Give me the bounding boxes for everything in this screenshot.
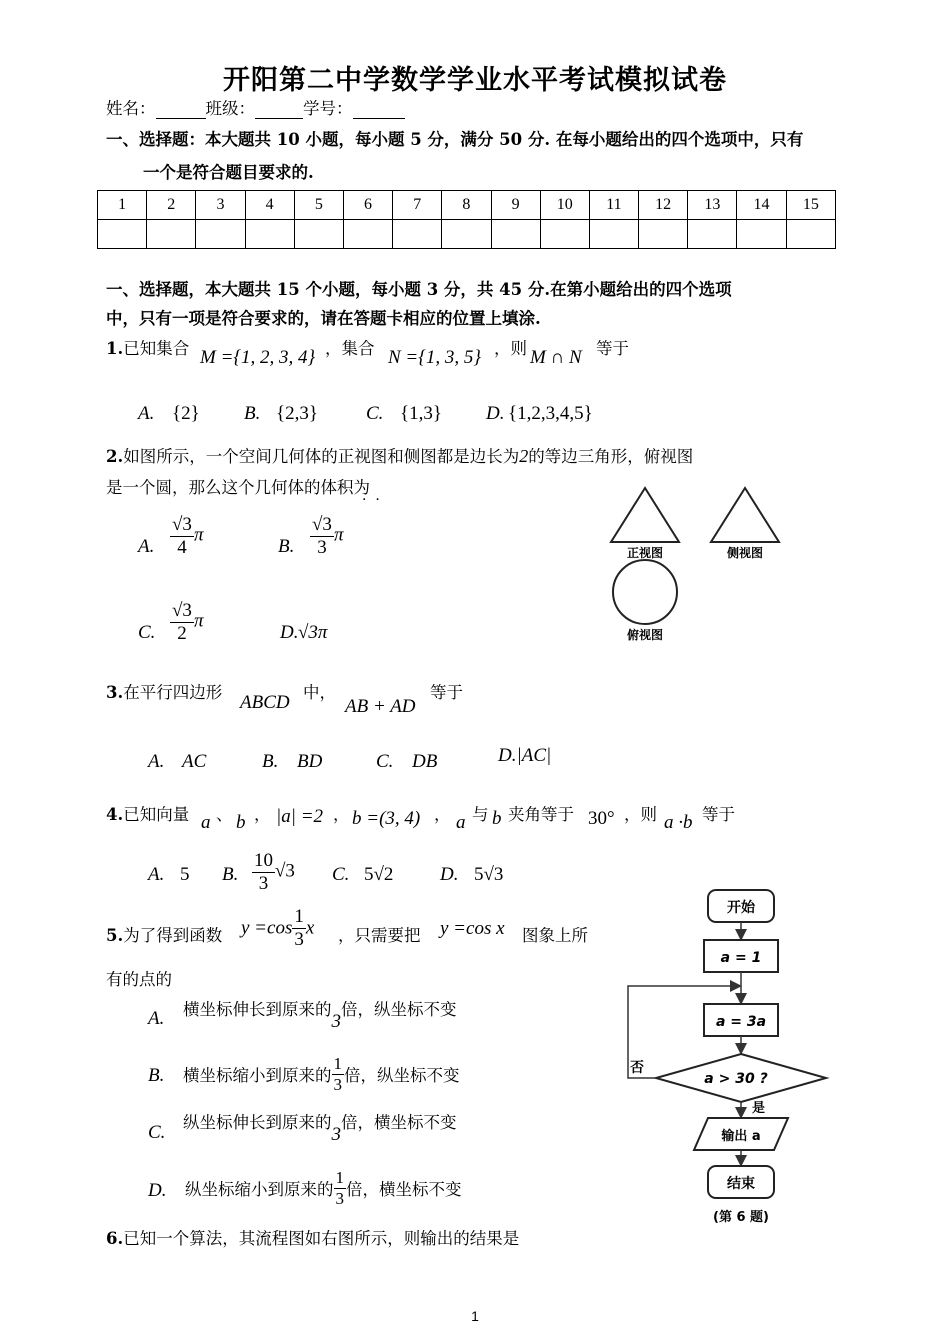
answer-table-blank-row (98, 220, 836, 249)
angle-value: 30° (588, 808, 615, 829)
answer-number: 12 (639, 191, 688, 220)
answer-cell[interactable] (343, 220, 392, 249)
frac-den: 3 (294, 928, 304, 950)
option-label: B. (148, 1065, 165, 1086)
question-number: 3. (106, 683, 124, 702)
class-blank (255, 102, 303, 119)
frac-den: 3 (333, 1074, 342, 1094)
frac-num: 10 (254, 850, 273, 871)
option-label: A. (138, 403, 155, 424)
q2-text: 如图所示，一个空间几何体的正视图和侧图都是边长为 (123, 447, 520, 466)
vector-a: a (201, 812, 211, 833)
answer-cell[interactable] (245, 220, 294, 249)
step-label: a = 3a (715, 1014, 767, 1030)
answer-number: 1 (98, 191, 147, 220)
yes-label: 是 (752, 1101, 766, 1116)
option-b[interactable]: {2,3} (276, 403, 318, 424)
q3-text: 中， (303, 683, 336, 702)
answer-number: 4 (245, 191, 294, 220)
three-views-figure (605, 484, 805, 648)
vector-b: b (492, 808, 502, 829)
norm-a: |a| =2 (276, 806, 324, 827)
vector-a: a (456, 812, 466, 833)
question-number: 2. (106, 447, 124, 466)
option-label: C. (332, 864, 350, 885)
frac-den: 2 (177, 622, 187, 644)
option-label: D. (440, 864, 459, 885)
answer-number: 8 (442, 191, 491, 220)
question-number: 6. (106, 1229, 124, 1248)
option-d[interactable] (498, 745, 551, 767)
frac-num: 1 (294, 906, 304, 927)
end-label: 结束 (727, 1176, 755, 1192)
option-text: 倍，横坐标不变 (341, 1113, 457, 1132)
flowchart-caption: (第 6 题) (713, 1210, 769, 1225)
id-label: 学号： (303, 99, 353, 118)
answer-cell[interactable] (491, 220, 540, 249)
answer-cell[interactable] (442, 220, 491, 249)
q5-text: 图象上所 (522, 926, 588, 945)
option-text: 横坐标缩小到原来的 (183, 1066, 332, 1086)
option-d[interactable]: {1,2,3,4,5} (508, 403, 593, 424)
start-label: 开始 (727, 900, 755, 916)
frac-den: 3 (335, 1188, 344, 1208)
q4-text: ， (254, 805, 271, 824)
set-m: M ={1, 2, 3, 4} (200, 347, 316, 368)
section1-line1: 一、选择题：本大题共 10 小题，每小题 5 分，满分 50 分. 在每小题给出的四个选项中，只有 (106, 130, 804, 149)
answer-cell[interactable] (688, 220, 737, 249)
q1-text: ，集合 (325, 339, 375, 358)
no-label: 否 (630, 1060, 644, 1076)
q5-text-line2: 有的点的 (106, 970, 172, 989)
q5-text: ，只需要把 (338, 926, 421, 945)
option-b[interactable] (310, 514, 343, 559)
vector-b: b (236, 812, 246, 833)
answer-number: 6 (343, 191, 392, 220)
frac-num: √3 (172, 514, 192, 535)
option-text: 倍，横坐标不变 (346, 1180, 462, 1200)
option-a[interactable]: 5 (180, 864, 190, 885)
q3-text: 在平行四边形 (123, 683, 223, 702)
option-c[interactable] (183, 1109, 457, 1145)
q4-text: 夹角等于 (508, 805, 574, 824)
option-d[interactable]: √3π (298, 622, 328, 643)
q2-text: 的等边三角形，俯视图 (528, 447, 694, 466)
option-label: C. (366, 403, 384, 424)
answer-number: 2 (147, 191, 196, 220)
option-text: 倍，纵坐标不变 (344, 1066, 460, 1086)
answer-cell[interactable] (589, 220, 638, 249)
function-text: y =cos (241, 917, 293, 939)
q4-text: ， (434, 805, 451, 824)
radical: √3 (275, 860, 295, 882)
option-label: D. (486, 403, 505, 424)
answer-table (97, 190, 836, 249)
option-label: D. (280, 622, 299, 643)
option-label: B. (278, 536, 295, 557)
option-b[interactable] (183, 1054, 460, 1094)
option-text: 横坐标伸长到原来的 (183, 1000, 332, 1019)
option-label: A. (138, 536, 155, 557)
q3-text: 等于 (430, 683, 463, 702)
question-number: 1. (106, 339, 124, 358)
front-view-label: 正视图 (626, 546, 664, 560)
answer-number: 15 (786, 191, 835, 220)
option-label: C. (376, 751, 394, 772)
option-b[interactable]: BD (297, 751, 323, 772)
function-2: y =cos x (440, 918, 505, 939)
option-a[interactable] (183, 996, 457, 1032)
factor: 3 (331, 1011, 341, 1032)
option-c[interactable]: 5√2 (364, 864, 394, 885)
q4-text: ，则 (624, 805, 657, 824)
pi: π (333, 524, 344, 546)
q6-text: 已知一个算法，其流程图如右图所示，则输出的结果是 (123, 1229, 520, 1248)
question-2-stem (106, 443, 693, 467)
answer-cell[interactable] (540, 220, 589, 249)
answer-cell[interactable] (786, 220, 835, 249)
answer-number: 7 (393, 191, 442, 220)
flowchart-figure (612, 878, 842, 1234)
pi: π (193, 610, 204, 632)
section1-line2: 一个是符合题目要求的. (143, 163, 314, 182)
frac-num: 1 (335, 1168, 344, 1187)
set-n: N ={1, 3, 5} (388, 347, 481, 368)
frac-den: 3 (258, 872, 269, 894)
q1-text: ，则 (494, 339, 527, 358)
answer-cell[interactable] (98, 220, 147, 249)
section2-line2: 中，只有一项是符合要求的，请在答题卡相应的位置上填涂. (106, 309, 541, 328)
frac-den: 4 (177, 536, 187, 558)
option-text: 纵坐标缩小到原来的 (185, 1180, 334, 1200)
page-title: 开阳第二中学数学学业水平考试模拟试卷 (223, 65, 727, 96)
question-number: 4. (106, 805, 124, 824)
option-a[interactable]: {2} (172, 403, 200, 424)
option-text: 纵坐标伸长到原来的 (183, 1113, 332, 1132)
option-label: B. (262, 751, 279, 772)
condition-label: a > 30 ? (704, 1071, 768, 1087)
option-label: B. (244, 403, 261, 424)
q4-text: 等于 (702, 805, 735, 824)
page-number: 1 (471, 1308, 479, 1324)
option-c[interactable] (170, 600, 203, 645)
section2-line1: 一、选择题，本大题共 15 个小题，每小题 3 分，共 45 分.在第小题给出的四个选项 (106, 280, 732, 299)
frac-num: √3 (172, 600, 192, 621)
frac-num: √3 (312, 514, 332, 535)
top-view-circle (613, 560, 677, 624)
q4-text: ， (333, 805, 350, 824)
option-b[interactable] (252, 850, 295, 895)
class-label: 班级： (205, 99, 255, 118)
answer-number: 10 (540, 191, 589, 220)
option-d[interactable]: 5√3 (474, 864, 504, 885)
answer-cell[interactable] (737, 220, 786, 249)
top-view-label: 俯视图 (626, 628, 664, 642)
q1-text: 已知集合 (123, 339, 190, 358)
answer-number: 11 (589, 191, 638, 220)
q4-text: 与 (472, 805, 489, 824)
answer-number: 13 (688, 191, 737, 220)
name-label: 姓名： (106, 99, 156, 118)
dot-product: a ·b (664, 812, 693, 833)
factor: 3 (331, 1124, 341, 1145)
question-3-stem (106, 679, 222, 703)
question-4-stem (106, 801, 189, 825)
answer-table-header-row (98, 191, 836, 220)
answer-number: 14 (737, 191, 786, 220)
init-label: a = 1 (720, 950, 762, 966)
option-a[interactable]: AC (182, 751, 207, 772)
answer-cell[interactable] (294, 220, 343, 249)
option-d-value: |AC| (516, 745, 552, 766)
answer-cell[interactable] (147, 220, 196, 249)
vector-sum: AB + AD (345, 696, 416, 717)
option-c[interactable]: {1,3} (400, 403, 442, 424)
student-info (106, 95, 405, 119)
side-view-triangle (711, 488, 779, 542)
option-label: B. (222, 864, 239, 885)
answer-number: 9 (491, 191, 540, 220)
q2-text-line2: 是一个圆，那么这个几何体的体积为 (106, 478, 370, 497)
name-blank (156, 102, 206, 119)
option-label: A. (148, 1008, 165, 1029)
side-length: 2 (519, 446, 529, 466)
side-view-label: 侧视图 (726, 546, 764, 560)
question-1-stem (106, 335, 189, 359)
id-blank (353, 102, 405, 119)
pi: π (193, 524, 204, 546)
option-d[interactable] (185, 1168, 462, 1208)
q4-text: 、 (216, 805, 233, 824)
vector-b-value: b =(3, 4) (352, 808, 421, 829)
answer-cell[interactable] (639, 220, 688, 249)
emphasis-dots: · · (362, 492, 380, 508)
parallelogram-name: ABCD (240, 692, 290, 713)
option-label: C. (148, 1122, 166, 1143)
option-label: A. (148, 751, 165, 772)
q1-text: 等于 (596, 339, 629, 358)
q5-text: 为了得到函数 (123, 926, 223, 945)
question-6-stem (106, 1225, 519, 1249)
function-1 (241, 906, 314, 951)
answer-cell[interactable] (196, 220, 245, 249)
option-label: D. (148, 1180, 167, 1201)
frac-den: 3 (317, 536, 327, 558)
question-number: 5. (106, 926, 124, 945)
option-c[interactable]: DB (412, 751, 438, 772)
option-label: D. (498, 745, 517, 766)
front-view-triangle (611, 488, 679, 542)
option-a[interactable] (170, 514, 203, 559)
frac-num: 1 (333, 1054, 342, 1073)
q4-text: 已知向量 (123, 805, 190, 824)
intersection-expr: M ∩ N (530, 347, 582, 368)
answer-cell[interactable] (393, 220, 442, 249)
option-text: 倍，纵坐标不变 (341, 1000, 457, 1019)
output-label: 输出 a (721, 1129, 761, 1144)
option-label: C. (138, 622, 156, 643)
answer-number: 3 (196, 191, 245, 220)
option-label: A. (148, 864, 165, 885)
function-var: x (305, 917, 315, 939)
answer-number: 5 (294, 191, 343, 220)
question-5-stem (106, 922, 222, 946)
